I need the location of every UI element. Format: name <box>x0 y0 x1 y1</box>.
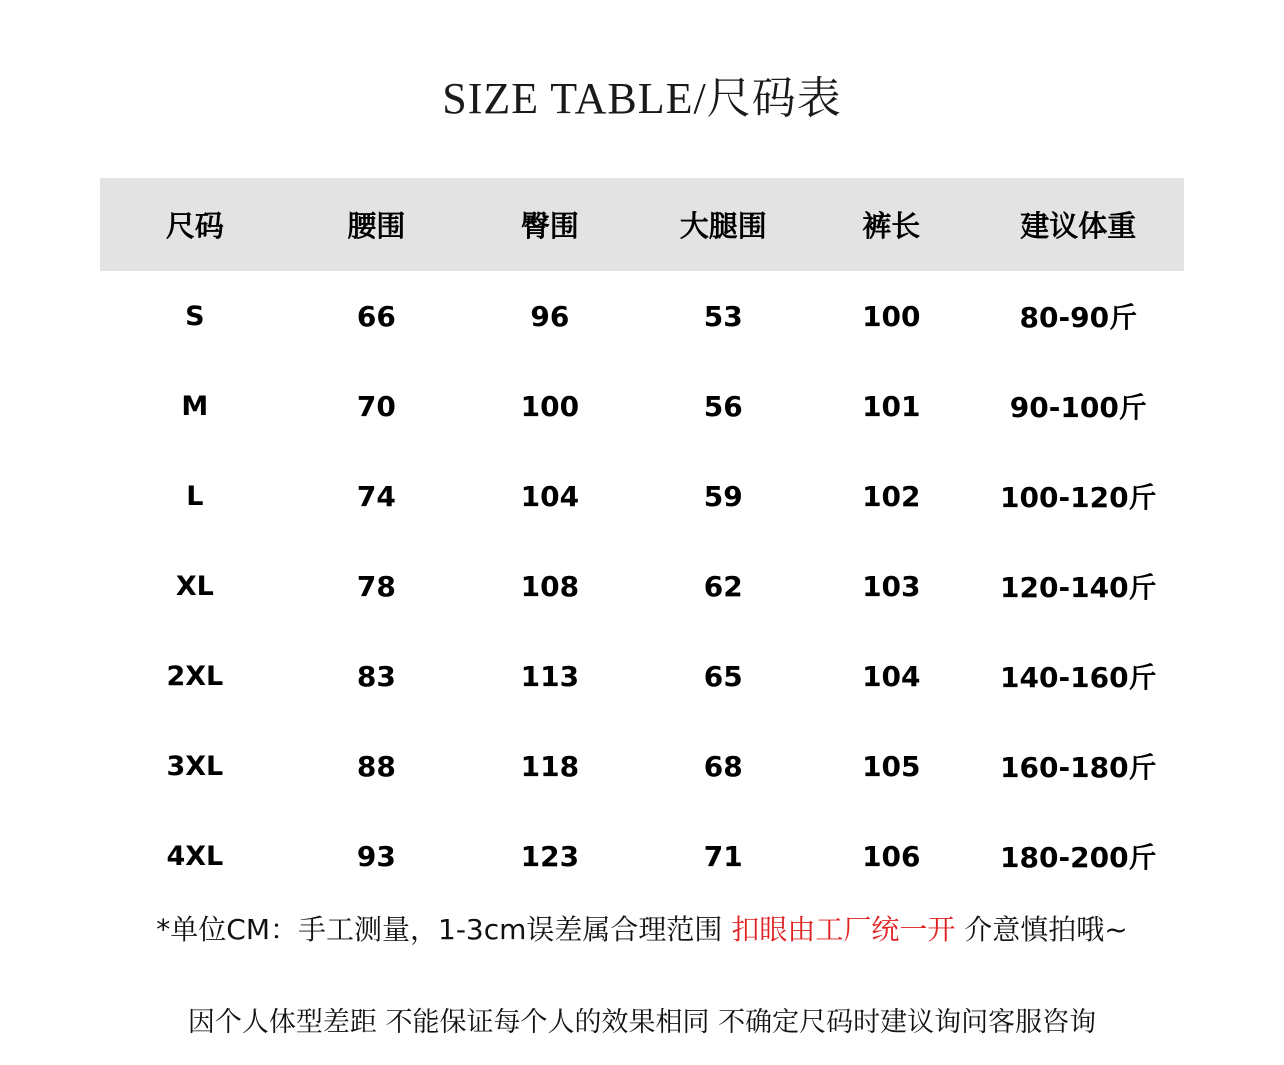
cell-waist: 66 <box>356 299 396 333</box>
cell-weight: 90-100斤 <box>1009 391 1147 424</box>
column-header-thigh: 大腿围 <box>637 178 810 271</box>
page-title: SIZE TABLE/尺码表 <box>442 74 842 123</box>
cell-weight: 140-160斤 <box>1000 661 1157 694</box>
notes-section <box>0 890 1284 1039</box>
table-row <box>100 451 1184 541</box>
note-text-part1: *单位CM：手工测量，1-3cm误差属合理范围 <box>156 913 732 946</box>
cell-size: L <box>186 480 204 512</box>
cell-weight: 160-180斤 <box>1000 751 1157 784</box>
cell-weight: 100-120斤 <box>1000 481 1157 514</box>
table-row <box>100 631 1184 721</box>
cell-hip: 108 <box>520 569 580 603</box>
column-header-waist: 腰围 <box>290 178 463 271</box>
table-header-row <box>100 178 1184 271</box>
table-row <box>100 271 1184 361</box>
cell-length: 101 <box>862 389 921 423</box>
cell-length: 103 <box>862 569 921 603</box>
cell-waist: 70 <box>356 389 396 423</box>
cell-length: 105 <box>862 749 921 783</box>
cell-size: 3XL <box>166 750 224 782</box>
note-line-measurement <box>0 890 1284 948</box>
cell-thigh: 71 <box>703 839 743 873</box>
cell-thigh: 68 <box>703 749 743 783</box>
note-text-highlight: 扣眼由工厂统一开 <box>731 913 956 946</box>
table-row <box>100 541 1184 631</box>
cell-hip: 123 <box>520 839 580 873</box>
cell-length: 104 <box>862 659 921 693</box>
table-header <box>100 178 1184 271</box>
cell-thigh: 56 <box>703 389 743 423</box>
cell-hip: 113 <box>520 659 580 693</box>
size-table <box>100 178 1184 901</box>
note-text-part2: 介意慎拍哦~ <box>955 913 1128 946</box>
cell-size: XL <box>175 570 214 602</box>
note-line-bodytype: 因个人体型差距 不能保证每个人的效果相同 不确定尺码时建议询问客服咨询 <box>187 1007 1097 1038</box>
table-row <box>100 361 1184 451</box>
cell-thigh: 62 <box>703 569 743 603</box>
column-header-length: 裤长 <box>810 178 973 271</box>
cell-size: 4XL <box>166 840 224 872</box>
cell-length: 100 <box>862 299 921 333</box>
column-header-size: 尺码 <box>100 178 290 271</box>
cell-thigh: 65 <box>703 659 743 693</box>
cell-waist: 78 <box>356 569 396 603</box>
cell-waist: 93 <box>356 839 396 873</box>
cell-hip: 104 <box>520 479 580 513</box>
column-header-hip: 臀围 <box>463 178 636 271</box>
cell-hip: 96 <box>530 299 570 333</box>
cell-waist: 74 <box>356 479 396 513</box>
cell-size: M <box>181 390 209 422</box>
cell-size: S <box>185 300 205 332</box>
cell-hip: 118 <box>520 749 580 783</box>
cell-thigh: 59 <box>703 479 743 513</box>
cell-weight: 80-90斤 <box>1019 301 1138 334</box>
table-body <box>100 271 1184 901</box>
cell-thigh: 53 <box>703 299 743 333</box>
cell-size: 2XL <box>166 660 224 692</box>
cell-weight: 120-140斤 <box>1000 571 1157 604</box>
cell-waist: 83 <box>356 659 396 693</box>
size-table-card <box>100 0 1184 901</box>
table-row <box>100 811 1184 901</box>
cell-length: 102 <box>862 479 921 513</box>
column-header-weight: 建议体重 <box>973 178 1184 271</box>
cell-waist: 88 <box>356 749 396 783</box>
cell-length: 106 <box>862 839 921 873</box>
table-row <box>100 721 1184 811</box>
cell-weight: 180-200斤 <box>1000 841 1157 874</box>
cell-hip: 100 <box>520 389 580 423</box>
